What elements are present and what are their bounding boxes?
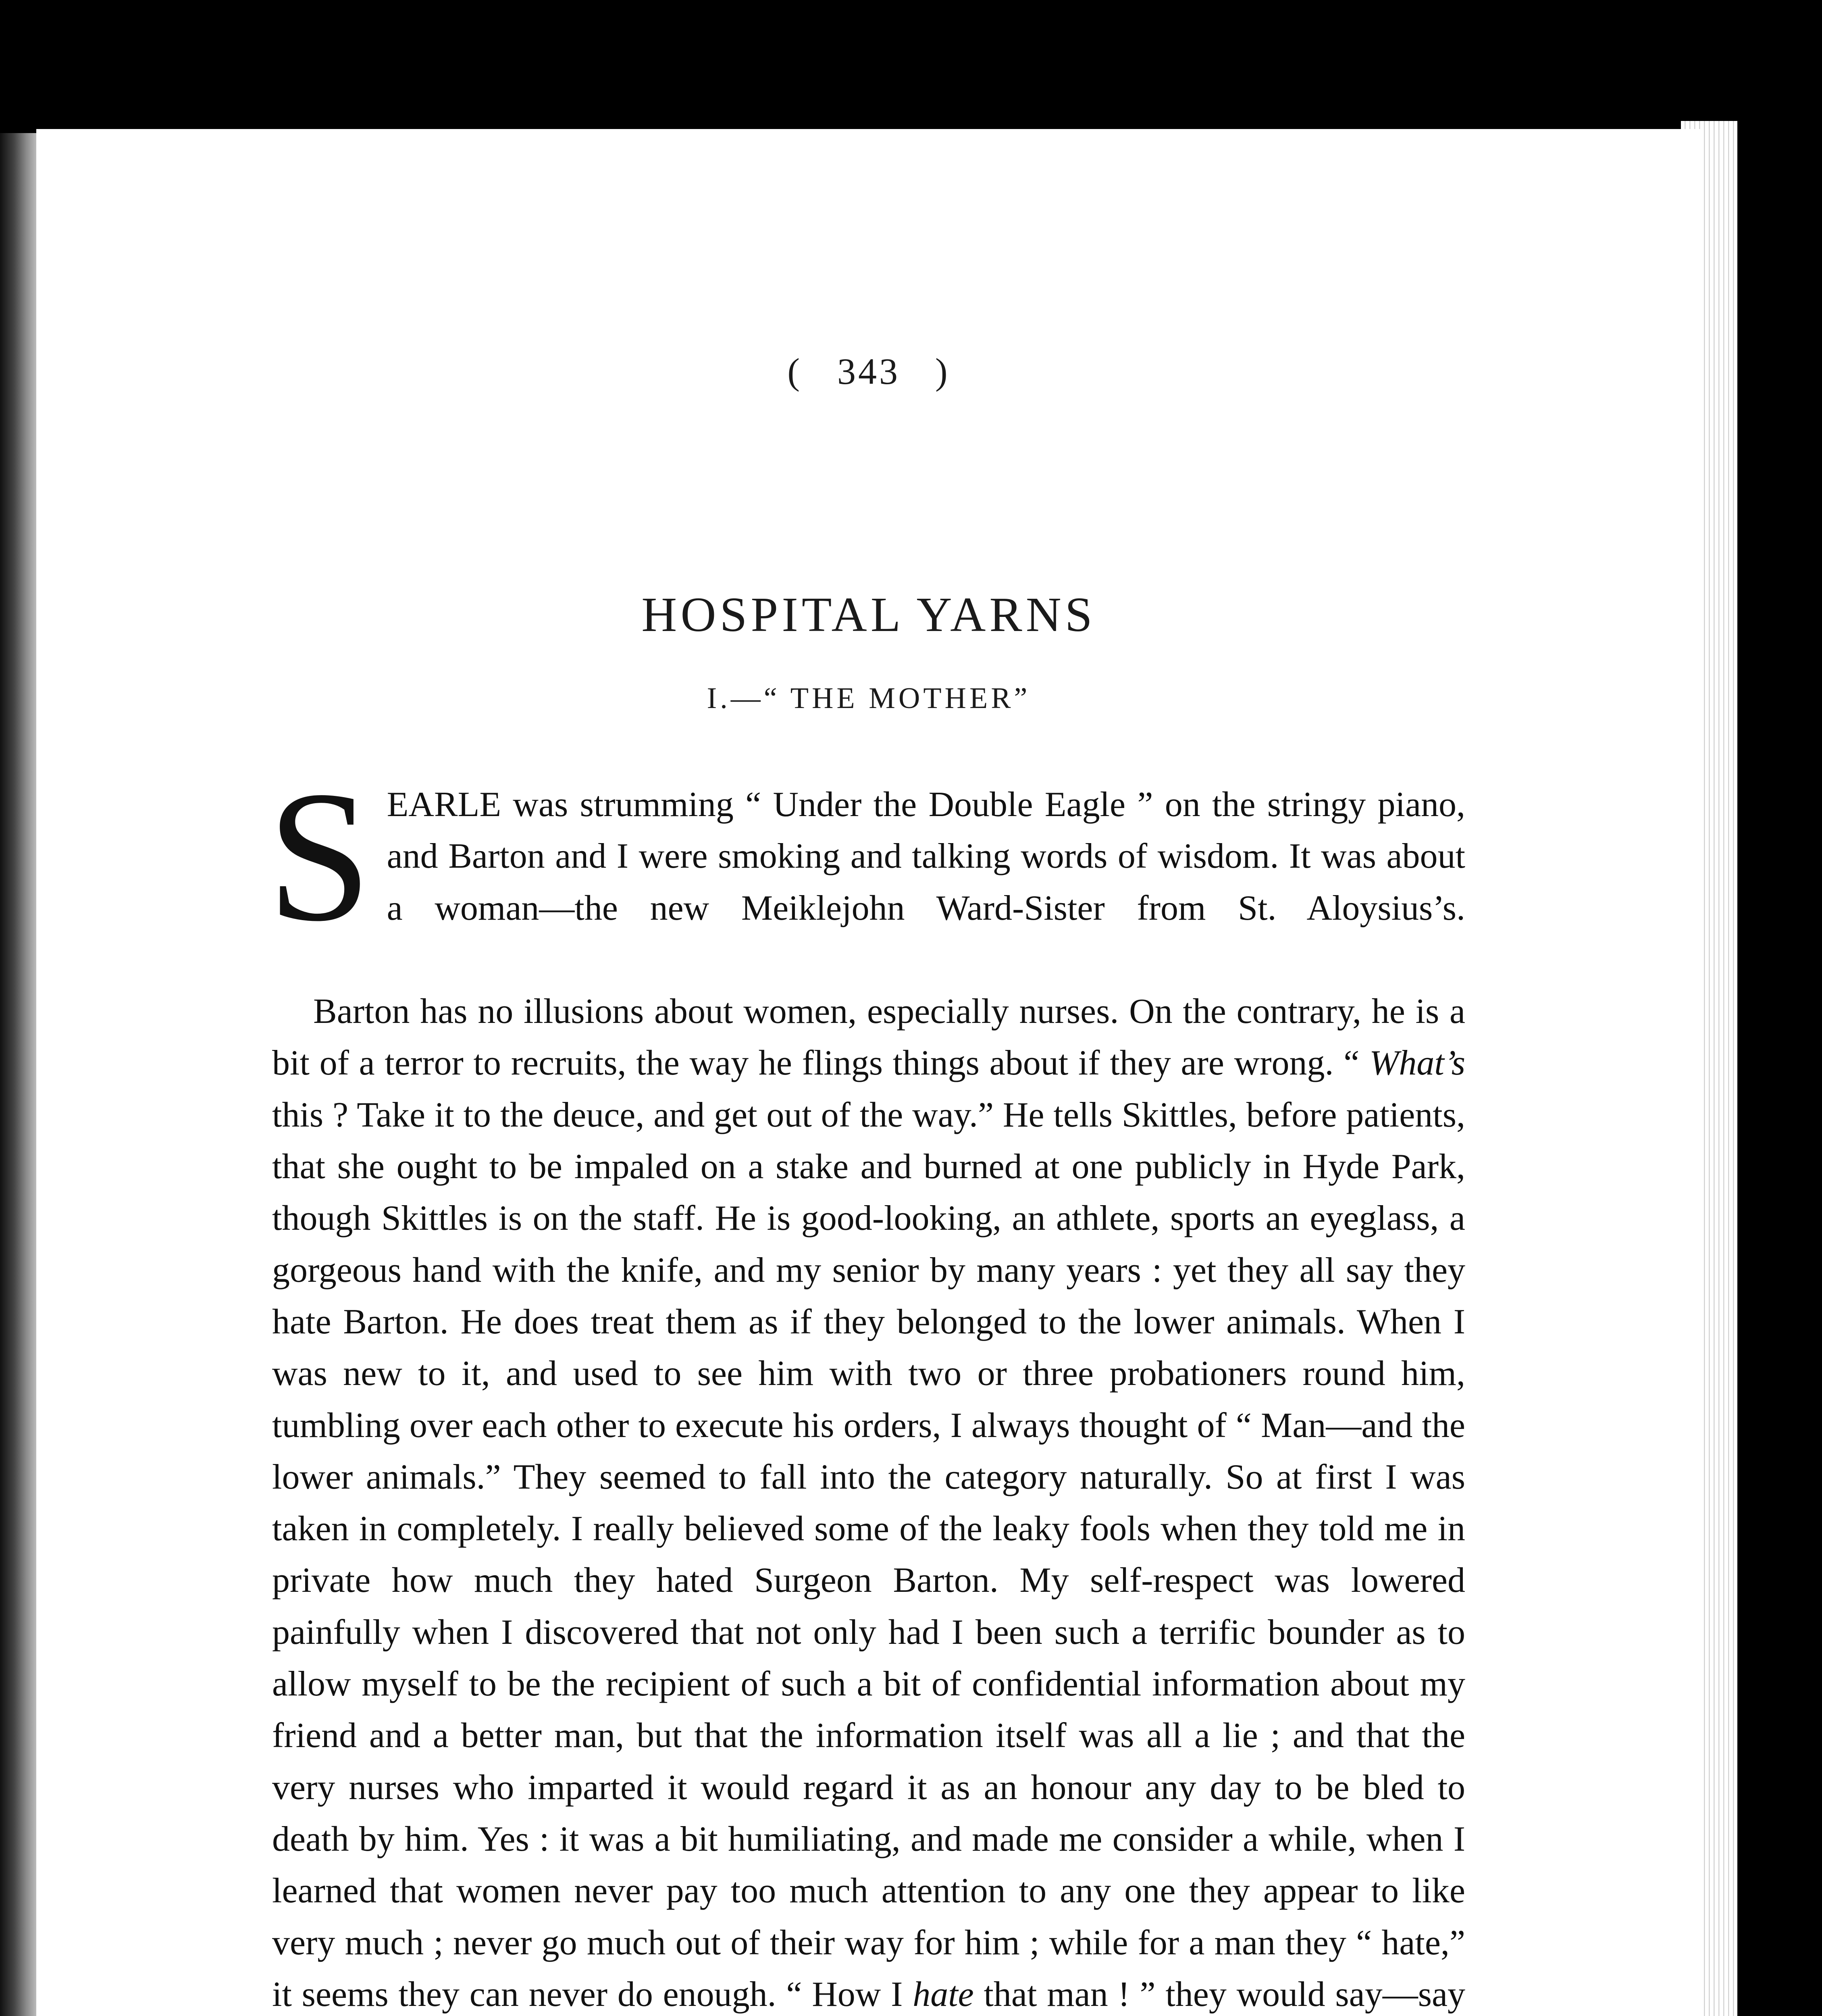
- section-subtitle: I.—“ THE MOTHER”: [707, 682, 1031, 715]
- book-left-edge: [0, 133, 40, 2016]
- drop-cap: S: [267, 752, 372, 960]
- page-number: ( 343 ): [787, 351, 950, 392]
- paragraph-2-italic-b: hate: [913, 1974, 974, 2014]
- paragraph-2-text-b: this ? Take it to the deuce, and get out of the way.” He tells Skittles, before patients, that she ought to be impaled on a stake and burned at one publicly in Hyde Park, though Skittles is on the staff. He is good-looking, an athlete, sports an eyeglass, a gorgeous hand with the knife, and my senior by many years : yet they all say they hate Barton. He does treat them as if they belonged to the lower animals. When I was new to it, and used to see him with two or three probationers round him, tumbling over each other to execute his orders, I always thought of “ Man—and the lower animals.” They seemed to fall into the category naturally. So at first I was taken in completely. I really believed some of the leaky fools when they told me in private how much they hated Surgeon Barton. My self-respect was lowered painfully when I discovered that not only had I been such a terrific bounder as to allow myself to be the recipient of such a bit of confidential information about my friend and a better man, but that the information itself was all a lie ; and that the very nurses who imparted it would regard it as an honour any day to be bled to death by him. Yes : it was a bit humiliating, and made me consider a while, when I learned that women never pay too much attention to any one they appear to like very much ; never go much out of their way for him ; while for a man they “ hate,” it seems they can never do enough. “ How I: [272, 1095, 1465, 2014]
- paragraph-2: [272, 986, 1465, 2016]
- paragraph-1-text: EARLE was strumming “ Under the Double Eagle ” on the stringy piano, and Barton and I were smoking and talking words of wisdom. It was about a woman—the new Meiklejohn Ward-Sister from St. Aloysius’s.: [387, 785, 1465, 928]
- paragraph-2-text-a: Barton has no illusions about women, especially nurses. On the contrary, he is a bit of a terror to recruits, the way he flings things about if they are wrong. “: [272, 992, 1465, 1083]
- chapter-title: HOSPITAL YARNS: [641, 587, 1096, 642]
- story-body: [267, 752, 1466, 2016]
- paragraph-2-text-c: that man ! ” they would say—say: [984, 1974, 1466, 2014]
- paragraph-2-italic-a: What’s: [1369, 1043, 1465, 1083]
- paragraph-1: [267, 752, 1465, 986]
- book-page: [36, 129, 1701, 2016]
